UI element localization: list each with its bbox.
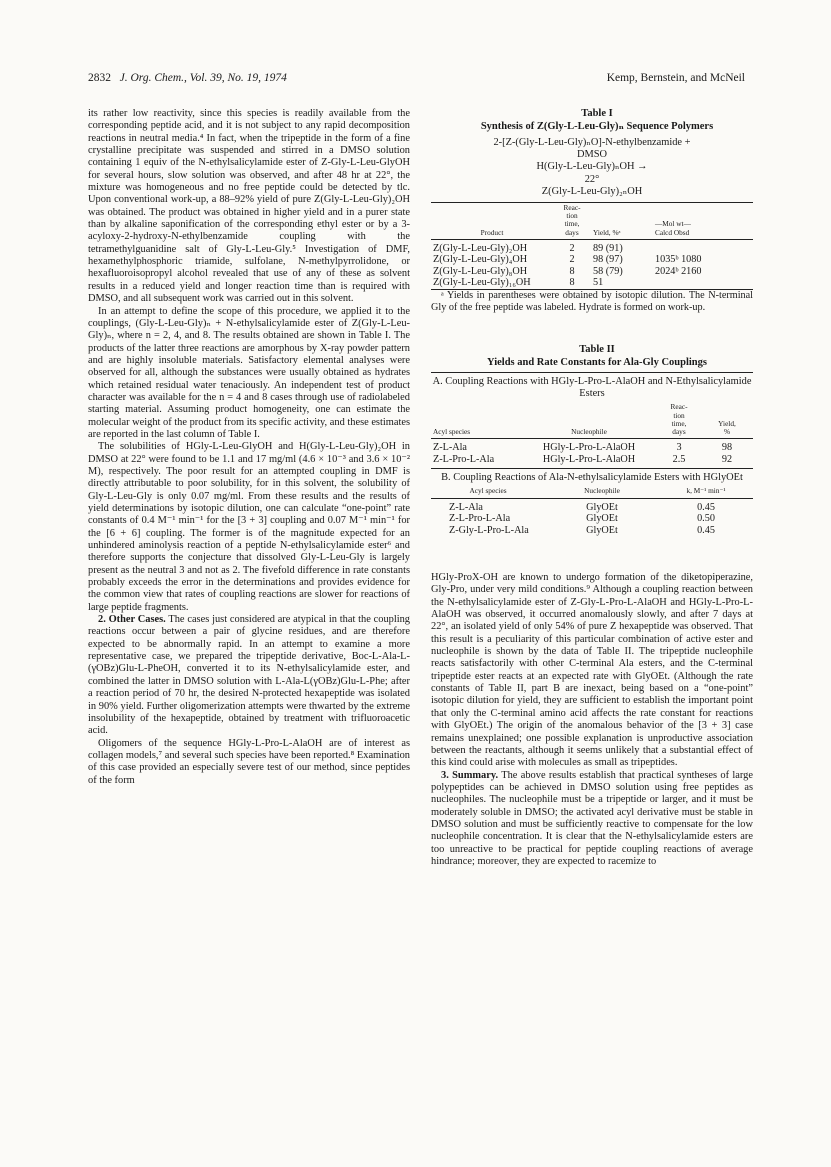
table-row: Z(Gly-L-Leu-Gly)₄OH 2 98 (97) 1035ᵇ 1080 [433,254,702,266]
scheme-line: 2-[Z-(Gly-L-Leu-Gly)ₙO]-N-ethylbenzamide + [493,137,691,148]
section-heading: 2. Other Cases. [98,614,166,626]
page-header-authors: Kemp, Bernstein, and McNeil [606,72,745,84]
column-header: Reac- tion time, days [670,402,688,437]
data-table [431,202,753,290]
scheme-line: H(Gly-L-Leu-Gly)ₙOH → [536,161,648,173]
table-row: Z(Gly-L-Leu-Gly)₂OH 2 89 (91) [431,239,753,254]
table-caption: Yields and Rate Constants for Ala-Gly Couplings [487,356,707,368]
paragraph [431,770,753,869]
table-row: Z(Gly-L-Leu-Gly)₈OH 8 58 (79) 2024ᵇ 2160 [433,265,702,277]
table-footnote: ᵃ Yields in parentheses were obtained by isotopic dilution. The N-terminal Gly of the free peptide was labeled. Hydrate is formed on work-up. [431,289,753,314]
table-row: Z(Gly-L-Leu-Gly)₁₆OH 8 51 [433,277,604,289]
table-row: Z-L-Ala GlyOEt 0.45 [431,498,753,513]
scheme-line: DMSO [576,149,608,161]
paragraph: The solubilities of HGly-L-Leu-GlyOH and H(Gly-L-Leu-Gly)₂OH in DMSO at 22° were found to be 1.1 and 17 mg/ml (4.6 × 10⁻³ and 3.6 × 10⁻² M), respectively. The poor result for an attempted coupling in DMF is directly attributable to poor solubility, for in this solvent, the solubility of Gly-L-Leu-Gly is only 0.07 mg/ml. From these results and the results of yield determinations by isotopic dilution, one can calculate “one-point” rate constants of 0.4 M⁻¹ min⁻¹ for the [3 + 3] coupling and 0.07 M⁻¹ min⁻¹ for the [6 + 6] coupling. The former is of the magnitude expected for an unhindered aminolysis reaction of a peptide N-ethylsalicylamide ester⁶ and therefore supports the conjecture that dissolved Gly-L-Leu-Gly is largely present as the neutral 3 and not as 2. The fivefold difference in rate constants probably exceeds the error in the determinations and provides evidence for the common view that rates of coupling reactions are slower for reactions of large peptide fragments. [88,441,410,613]
table-title: Table I [581,108,613,119]
column-header: Acyl species [433,427,471,437]
column-header: Product [480,227,504,237]
paragraph: its rather low reactivity, since this species is readily available from the corresponding peptide acid, and it is not subject to any rapid decomposition reactions in neutral media.⁴ In fact, when the tripeptide in the form of a fine crystalline precipitate was suspended and stirred in a DMSO solution containing 1 equiv of the N-ethylsalicylamide ester of Z-Gly-L-Leu-GlyOH for several hours, slow solution was observed, and after 48 hr at 22°, the mixture was homogeneous and no free peptide could be detected by tlc. Upon conventional work-up, a 88–92% yield of pure Z(Gly-L-Leu-Gly)₂OH was obtained. The product was obtained in higher yield and in a purer state than by alkaline saponification of the corresponding ethyl ester or by a 3-acyloxy-2-hydroxy-N-ethylbenzamide coupling with the tetramethylguanidine salt of Gly-L-Leu-Gly.⁵ Investigation of DMF, hexamethylphosphoric triamide, sulfolane, N-methylpyrrolidone, or hexafluoroisopropyl alcohol revealed that use of any of these as solvent results in a reduced yield and longer reaction time than is required with DMSO, and all subsequent work was carried out in this solvent. [88,108,410,305]
data-table [431,486,753,536]
right-column [431,108,753,868]
column-header: Nucleophile [584,486,620,496]
journal-citation: J. Org. Chem., Vol. 39, No. 19, 1974 [119,72,287,84]
table-row: Z-L-Ala HGly-L-Pro-L-AlaOH 3 98 [431,439,753,454]
column-header: Nucleophile [571,427,607,437]
table-row: Z-Gly-L-Pro-L-Ala GlyOEt 0.45 [449,524,715,536]
paragraph: HGly-ProX-OH are known to undergo formation of the diketopiperazine, Gly-Pro, under very mild conditions.⁹ Although a coupling reaction between the N-ethylsalicylamide ester of Z-Gly-L-Pro-L-AlaOH and HGly-L-Pro-L-AlaOH was observed, it occurred anomalously slowly, and after 7 days at 22°, an isolated yield of only 54% of pure Z hexapeptide was observed. That this result is a peculiarity of this particular combination of active ester and nucleophile is shown by the data of Table II. The tripeptide nucleophile reacts satisfactorily with other C-terminal Ala esters, and the C-terminal tripeptide ester reacts at an expected rate with GlyOEt. (Although the rate constants of Table II, part B are inexact, being based on a “one-point” isotopic dilution for yield, they are sufficient to establish the important point that only the C-terminal amino acid affects the rate constant for reactions with GlyOEt.) The origin of the anomalous behavior of the [3 + 3] case remains unexplained; one possible explanation is unproductive association between the reactants, although it seems unlikely that a substantial effect of this kind could arise with molecules as small as tripeptides. [431,572,753,769]
paragraph: In an attempt to define the scope of this procedure, we applied it to the couplings, (Gly-L-Leu-Gly)ₙ + N-ethylsalicylamide ester of Z(Gly-L-Leu-Gly)ₙ, where n = 2, 4, and 8. The results obtained are shown in Table I. The products of the latter three reactions are amorphous by X-ray powder pattern and are highly insoluble materials. Satisfactory elemental analyses were observed for all, although the substances were usually obtained as hydrates which retained residual water tenaciously. An independent test of product character was available for the n = 4 and 8 cases through use of radiolabeled starting material. Assuming product homogeneity, one can estimate the molecular weight of the product from its specific activity, and these estimates are reported in the last column of Table I. [88,305,410,440]
column-header: —Mol wt— Calcd Obsd [655,219,691,237]
scheme-line: Z(Gly-L-Leu-Gly)₂ₙOH [541,185,643,197]
paragraph-body: The cases just considered are atypical in that the coupling reactions occur between a pair of glycine residues, and are therefore expected to be abnormally rapid. In an attempt to examine a more representative case, we prepared the tripeptide derivative, Boc-L-Ala-L-(γOBz)Glu-L-PheOH, converted it to its N-ethylsalicylamide ester, and combined the latter in DMSO solution with L-Ala-L(γOBz)Glu-L-Phe; after a reaction period of 70 hr, the desired N-protected hexapeptide was isolated in 90% yield. Further oligomerization attempts were thwarted by the extreme insolubility of the hexapeptide, obtained by treatment with trifluoroacetic acid. [88,614,410,737]
section-heading: 3. Summary. [441,769,499,781]
page-header-left [88,72,287,84]
column-header: Yield, %ᵃ [593,227,621,237]
paragraph: Oligomers of the sequence HGly-L-Pro-L-AlaOH are of interest as collagen models,⁷ and several such species have been reported.⁸ Examination of this case provided an especially severe test of our method, since peptides of the form [88,737,410,786]
column-header: Yield, % [718,418,736,437]
page-number: 2832 [88,72,111,84]
table-1 [431,108,753,314]
paragraph [88,614,410,737]
table-caption: Synthesis of Z(Gly-L-Leu-Gly)ₙ Sequence Polymers [480,120,714,132]
table-part-b-caption: B. Coupling Reactions of Ala-N-ethylsalicylamide Esters with HGlyOEt [441,472,743,484]
left-column [88,108,410,787]
table-2 [431,344,753,536]
table-part-a-caption: A. Coupling Reactions with HGly-L-Pro-L-AlaOH and N-Ethylsalicylamide Esters [432,376,752,400]
data-table [431,402,753,465]
reaction-scheme [431,137,753,198]
table-title: Table II [579,344,615,356]
column-header: Acyl species [469,486,507,496]
table-row: Z-L-Pro-L-Ala HGly-L-Pro-L-AlaOH 2.5 92 [433,453,733,465]
column-header: k, M⁻¹ min⁻¹ [686,486,726,496]
column-header: Reac- tion time, days [563,203,581,237]
scheme-line: 22° [584,173,600,185]
table-row: Z-L-Pro-L-Ala GlyOEt 0.50 [449,513,715,525]
paragraph-body: The above results establish that practical syntheses of large polypeptides can be achieved in DMSO solution using free peptides as nucleophiles. The nucleophile must be a tripeptide or larger, and it must be moderately soluble in DMSO; the activated acyl derivative must be stable in DMSO solution and must be sufficiently reactive to compensate for the low nucleophile concentration. It is clear that the N-ethylsalicylamide esters are too unreactive to be practical for peptide coupling reactions of average hindrance; moreover, they are expected to racemize to [431,769,753,867]
